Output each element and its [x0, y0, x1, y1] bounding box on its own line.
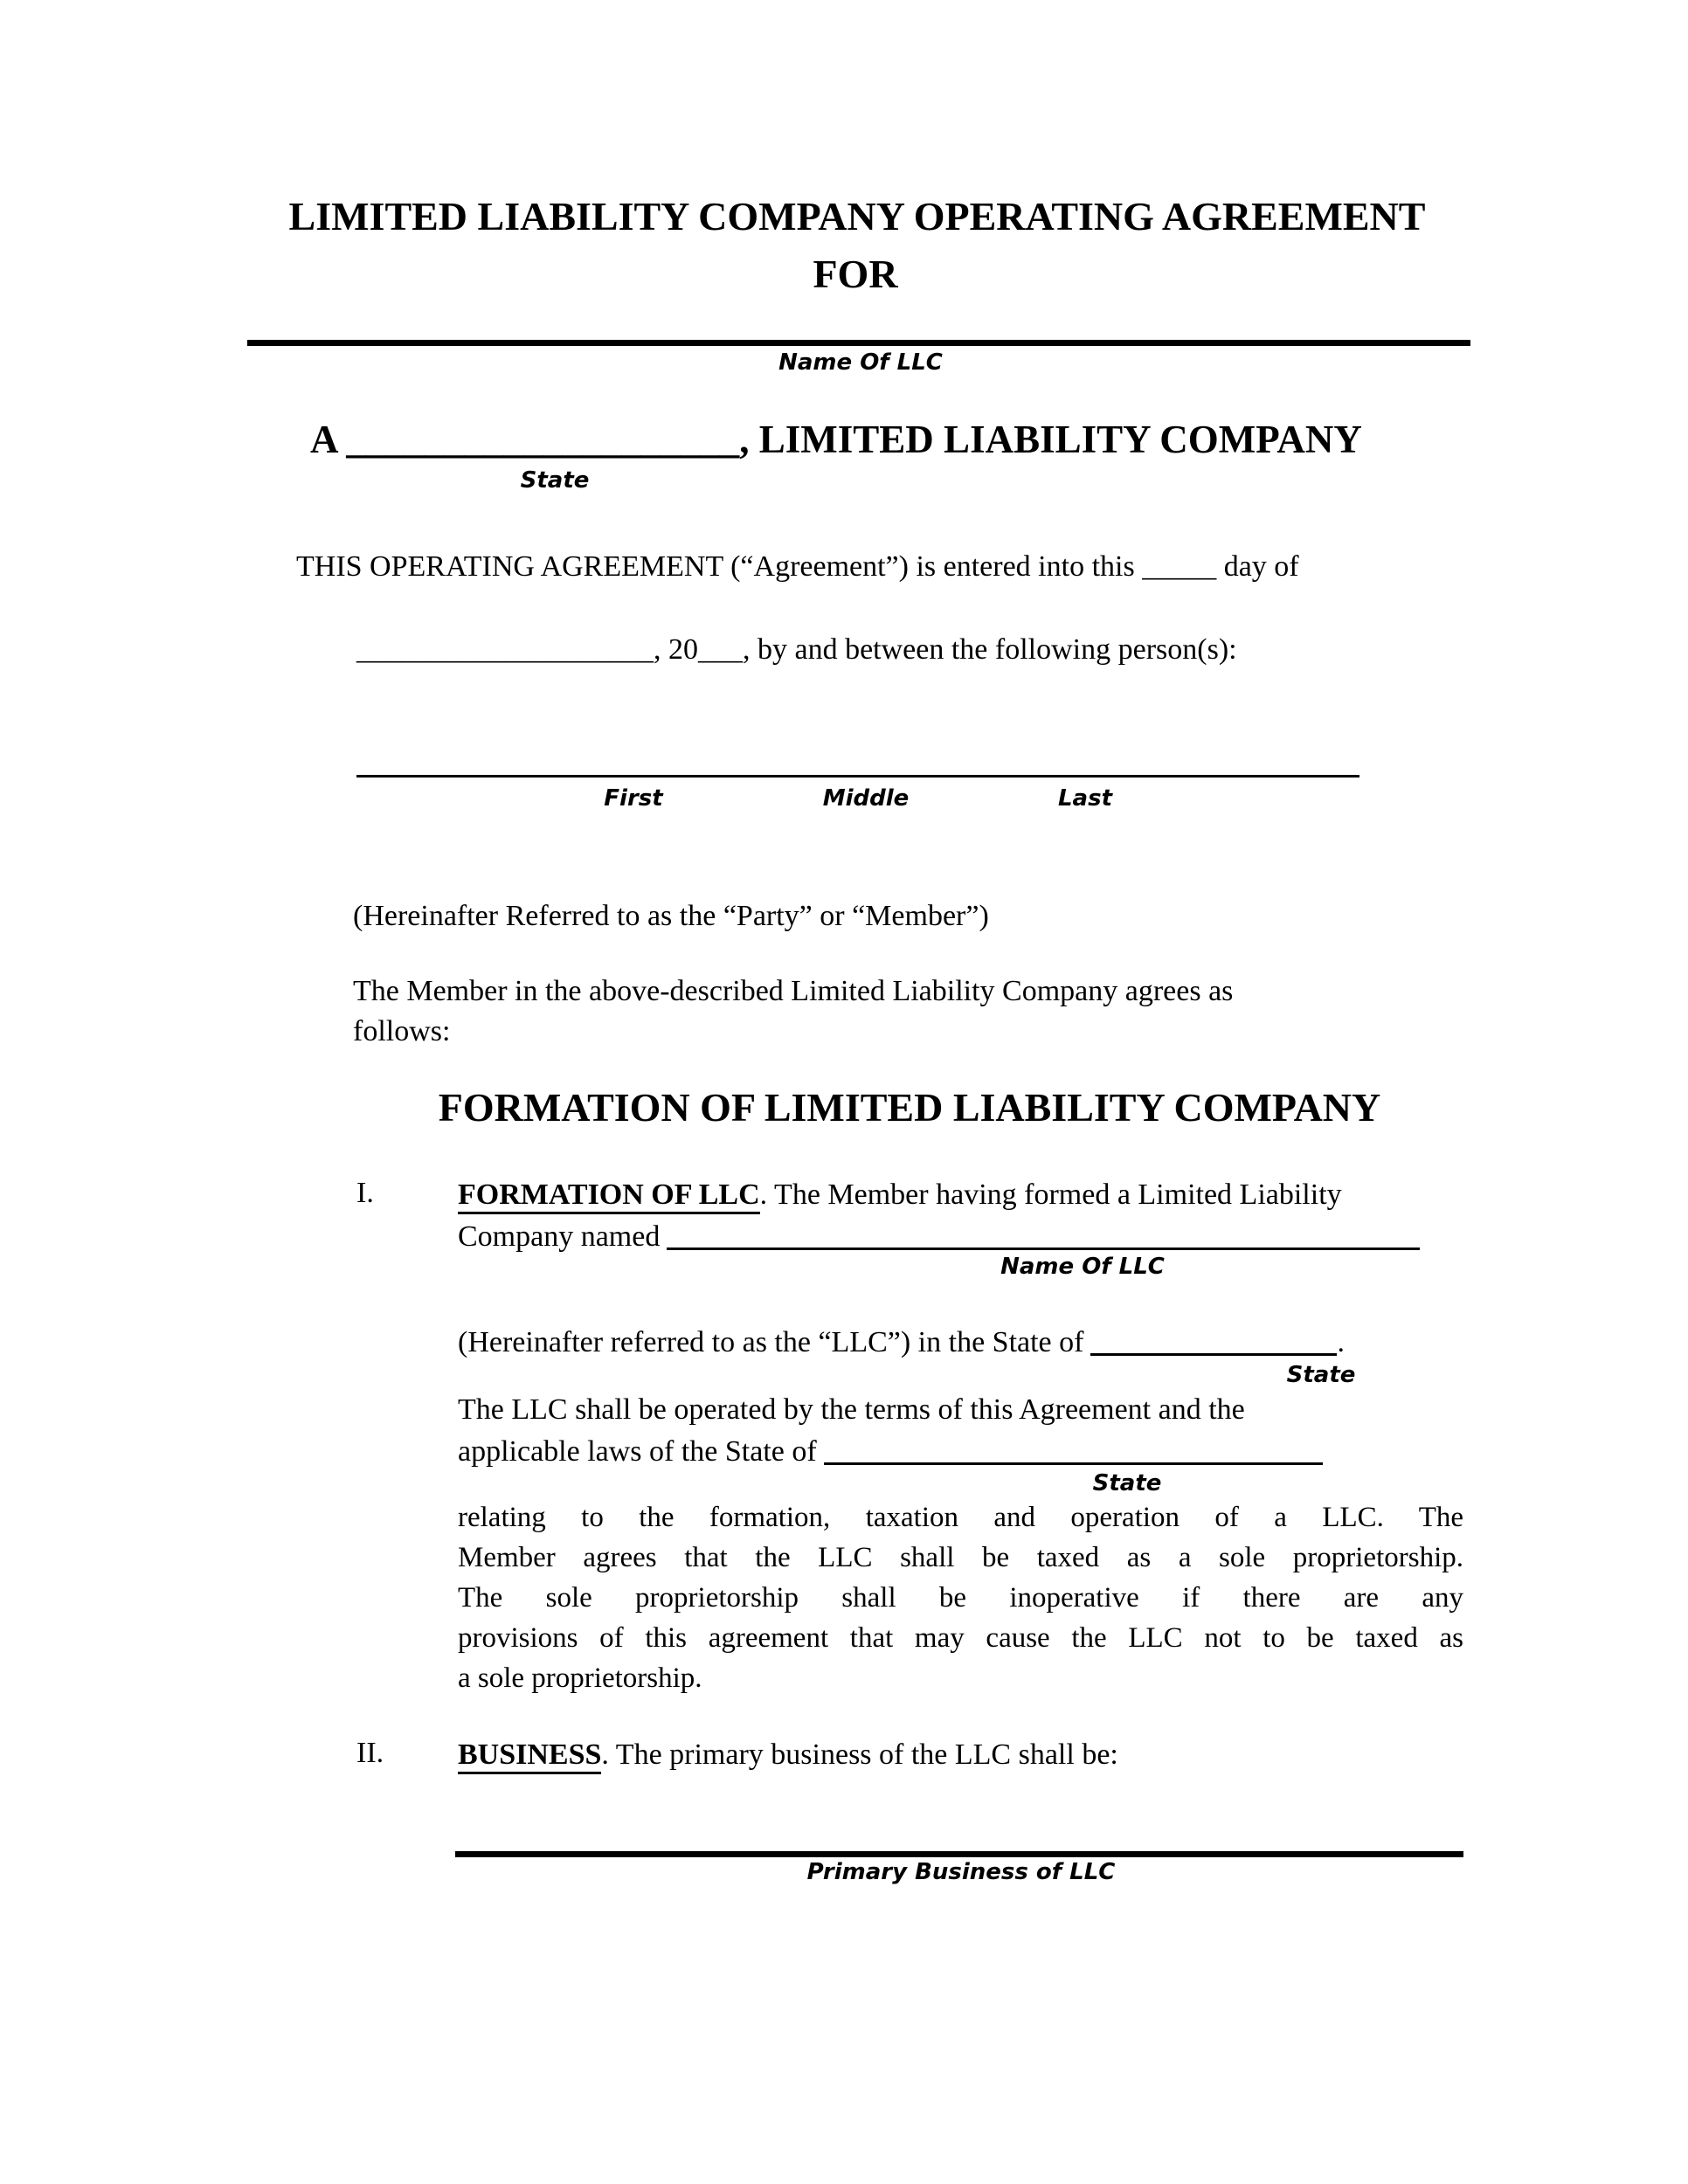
paragraph-line: a sole proprietorship. [458, 1662, 702, 1694]
state-label-section-2: State [1092, 1470, 1162, 1496]
section-1-line-1 [458, 1177, 1342, 1214]
last-label: Last [1057, 785, 1113, 812]
applicable-line [458, 1433, 1323, 1471]
state-field-inline-2[interactable] [824, 1433, 1323, 1465]
section-1-number: I. [356, 1177, 374, 1209]
subtitle-state-llc: A ____________________, LIMITED LIABILITY COMPANY [310, 418, 1362, 461]
section-1-title: FORMATION OF LLC [458, 1178, 760, 1214]
section-1-line-2 [458, 1218, 1420, 1256]
llc-name-field-inline[interactable] [667, 1218, 1420, 1250]
first-label: First [604, 785, 663, 812]
llc-name-field-line[interactable] [247, 340, 1470, 346]
hereinafter-text: (Hereinafter referred to as the “LLC”) in the State of [458, 1326, 1084, 1358]
name-of-llc-label-title: Name Of LLC [778, 349, 943, 376]
name-of-llc-label-section: Name Of LLC [1000, 1254, 1165, 1280]
paragraph-line: provisions of this agreement that may cause the LLC not to be taxed as [458, 1622, 1463, 1654]
formation-heading: FORMATION OF LIMITED LIABILITY COMPANY [438, 1085, 1381, 1130]
member-name-field-line[interactable] [356, 775, 1359, 778]
middle-label: Middle [822, 785, 910, 812]
document-title: LIMITED LIABILITY COMPANY OPERATING AGREEMENT [288, 194, 1426, 238]
applicable-text: applicable laws of the State of [458, 1435, 817, 1468]
section-2-number: II. [356, 1737, 384, 1769]
primary-business-label: Primary Business of LLC [806, 1859, 1116, 1885]
document-title-for: FOR [813, 252, 898, 296]
section-2-title: BUSINESS [458, 1738, 601, 1774]
section-1-title-rest: . The Member having formed a Limited Liability [759, 1178, 1342, 1211]
section-2-title-rest: . The primary business of the LLC shall be: [601, 1738, 1118, 1771]
section-1-paragraph [458, 1497, 1463, 1698]
intro-line-2: ____________________, 20___, by and between the following person(s): [356, 633, 1237, 666]
hereinafter-period: . [1337, 1326, 1345, 1358]
party-note: (Hereinafter Referred to as the “Party” or “Member”) [353, 900, 989, 932]
operated-line: The LLC shall be operated by the terms of this Agreement and the [458, 1393, 1245, 1426]
paragraph-line: Member agrees that the LLC shall be taxed as a sole proprietorship. [458, 1542, 1463, 1573]
paragraph-line: The sole proprietorship shall be inoperative if there are any [458, 1582, 1463, 1614]
section-1-hereinafter-line [458, 1324, 1345, 1362]
paragraph-line: relating to the formation, taxation and operation of a LLC. The [458, 1502, 1463, 1533]
member-agrees-line-1: The Member in the above-described Limited Liability Company agrees as [353, 975, 1234, 1007]
state-label-subtitle: State [520, 467, 590, 494]
intro-line-1: THIS OPERATING AGREEMENT (“Agreement”) is entered into this _____ day of [296, 550, 1299, 583]
primary-business-field-line[interactable] [455, 1851, 1463, 1857]
company-named-text: Company named [458, 1220, 661, 1253]
member-agrees-line-2: follows: [353, 1015, 451, 1047]
state-field-inline-1[interactable] [1090, 1324, 1337, 1356]
state-label-section-1: State [1286, 1362, 1356, 1388]
section-2-line [458, 1737, 1118, 1774]
